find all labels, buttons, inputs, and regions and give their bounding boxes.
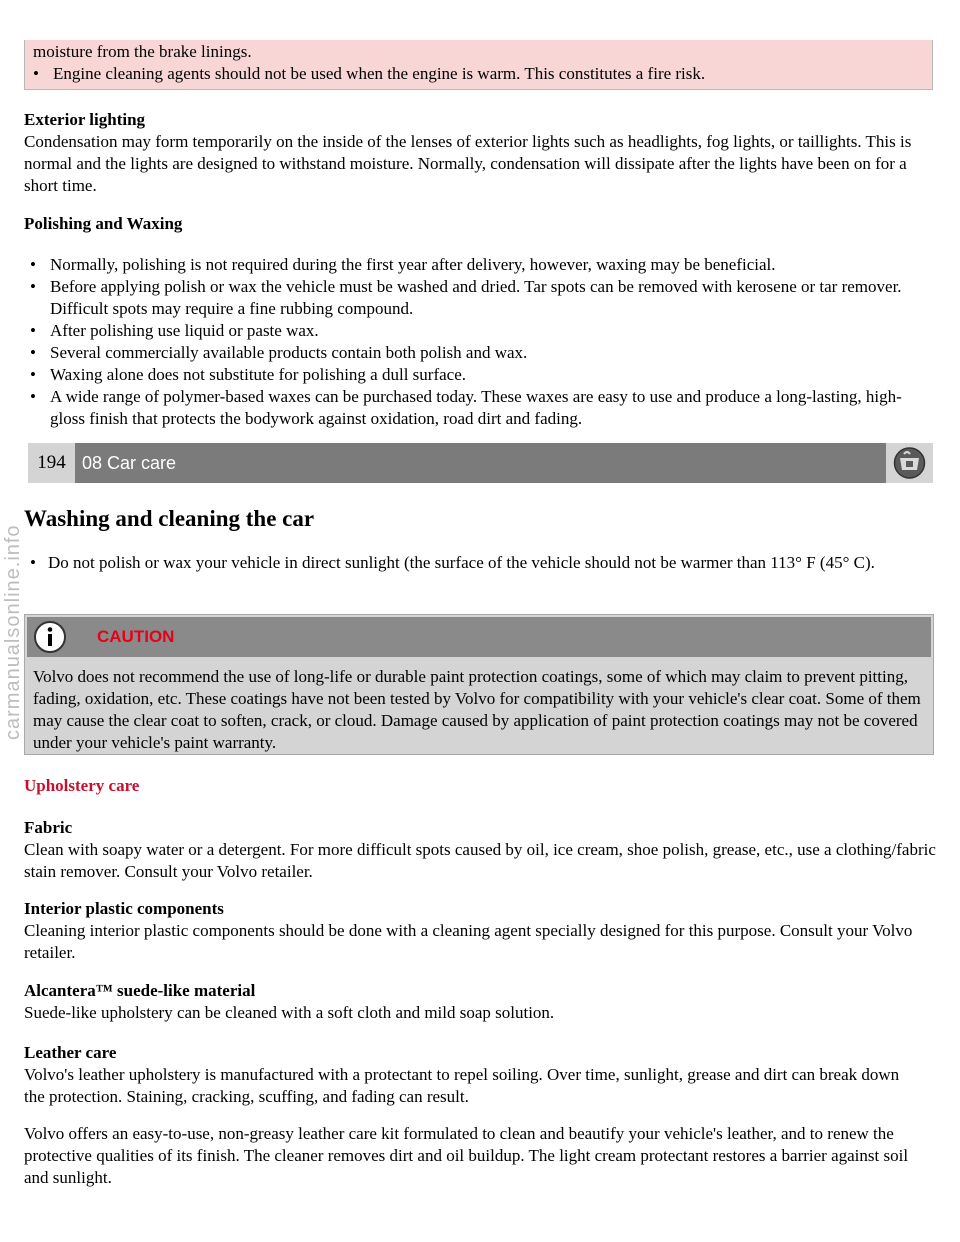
list-item: • After polishing use liquid or paste wax. xyxy=(24,320,936,342)
fabric-text: Clean with soapy water or a detergent. For more difficult spots caused by oil, ice cream, shoe polish, grease, etc., use a clothing/fabric stain remover. Consult your Volvo retailer. xyxy=(24,840,936,881)
polishing-list xyxy=(24,254,936,430)
plastic-heading: Interior plastic components xyxy=(24,899,224,918)
exterior-lighting-text: Condensation may form temporarily on the inside of the lenses of exterior lights such as headlights, fog lights, or taillights. This is normal and the lights are designed to withstand moisture. Normally, condensation will dissipate after the lights have been on for a short time. xyxy=(24,132,912,195)
warning-box-continuation xyxy=(24,40,933,90)
list-item: • A wide range of polymer-based waxes can be purchased today. These waxes are easy to use and produce a long-lasting, high-gloss finish that protects the bodywork against oxidation, road dirt and fading. xyxy=(24,386,936,430)
page-number: 194 xyxy=(28,443,75,483)
warning-continued-line: moisture from the brake linings. xyxy=(33,42,252,61)
alcantara-heading: Alcantera™ suede-like material xyxy=(24,981,256,1000)
list-item: • Several commercially available products contain both polish and wax. xyxy=(24,342,936,364)
section-title: Washing and cleaning the car xyxy=(24,506,315,531)
caution-text: Volvo does not recommend the use of long-life or durable paint protection coatings, some of which may claim to prevent pitting, fading, oxidation, etc. These coatings have not been tested by Volvo for compatibility with your vehicle's clear coat. Some of them may cause the clear coat to soften, crack, or cloud. Damage caused by application of paint protection coatings may not be covered under your vehicle's paint warranty. xyxy=(33,667,921,752)
info-icon xyxy=(33,620,67,660)
list-item: • Before applying polish or wax the vehicle must be washed and dried. Tar spots can be removed with kerosene or tar remover. Difficult spots may require a fine rubbing compound. xyxy=(24,276,936,320)
leather-text-1: Volvo's leather upholstery is manufactured with a protectant to repel soiling. Over time, sunlight, grease and dirt can break down the protection. Staining, cracking, scuffing, and fading can result. xyxy=(24,1065,900,1106)
upholstery-heading: Upholstery care xyxy=(24,776,140,795)
fabric-heading: Fabric xyxy=(24,818,73,837)
polishing-heading: Polishing and Waxing xyxy=(24,214,183,233)
exterior-lighting-heading: Exterior lighting xyxy=(24,110,146,129)
plastic-text: Cleaning interior plastic components should be done with a cleaning agent specially designed for this purpose. Consult your Volvo retailer. xyxy=(24,921,913,962)
sunlight-bullet: • Do not polish or wax your vehicle in direct sunlight (the surface of the vehicle should not be warmer than 113° F (45° C). xyxy=(24,552,936,574)
leather-heading: Leather care xyxy=(24,1043,117,1062)
chapter-bar xyxy=(28,443,933,483)
warning-bullet: • Engine cleaning agents should not be used when the engine is warm. This constitutes a fire risk. xyxy=(27,63,705,85)
caution-header xyxy=(27,617,931,657)
side-watermark: carmanualsonline.info xyxy=(2,524,24,740)
leather-text-2: Volvo offers an easy-to-use, non-greasy leather care kit formulated to clean and beautify your vehicle's leather, and to renew the protective qualities of its finish. The cleaner removes dirt and oil buildup. The light cream protectant restores a barrier against soil and sunlight. xyxy=(24,1124,909,1187)
car-care-icon xyxy=(886,443,933,483)
list-item: • Normally, polishing is not required during the first year after delivery, however, waxing may be beneficial. xyxy=(24,254,936,276)
caution-box xyxy=(24,614,934,755)
chapter-title: 08 Car care xyxy=(82,453,177,473)
caution-label: CAUTION xyxy=(97,627,175,646)
alcantara-text: Suede-like upholstery can be cleaned with a soft cloth and mild soap solution. xyxy=(24,1003,555,1022)
list-item: • Waxing alone does not substitute for polishing a dull surface. xyxy=(24,364,936,386)
